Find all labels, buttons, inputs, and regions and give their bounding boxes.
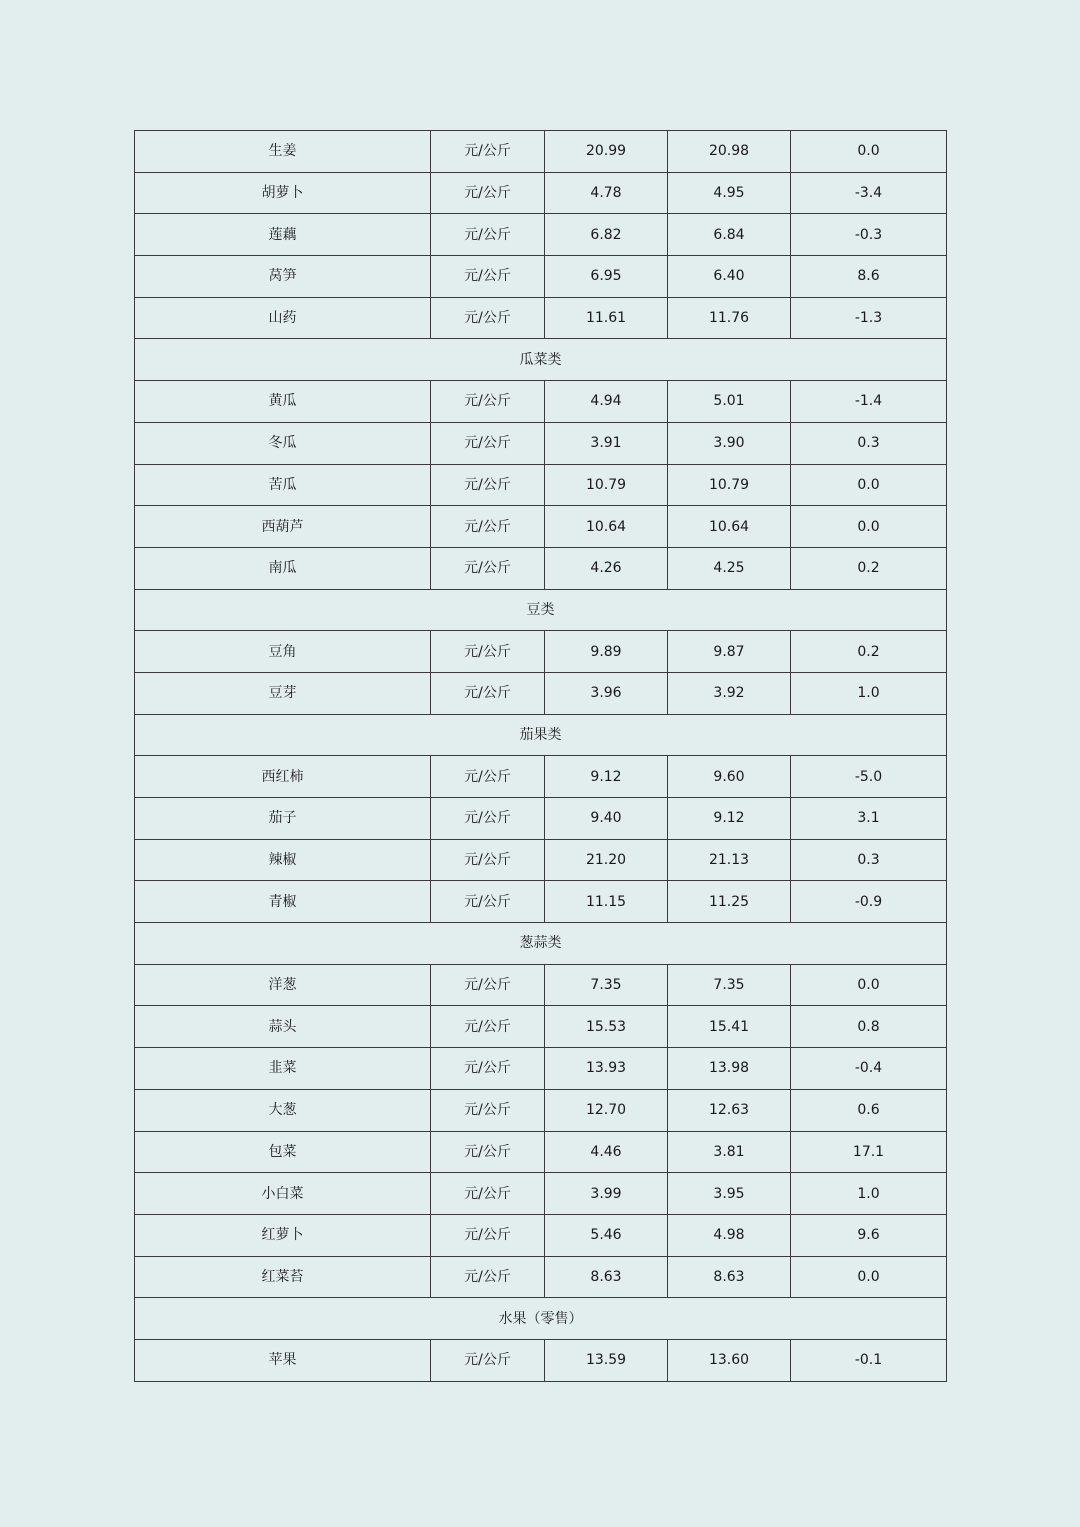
previous-price-cell: 3.92 xyxy=(668,672,791,714)
change-percent-cell: 0.0 xyxy=(791,1256,947,1298)
category-row xyxy=(135,589,947,631)
table-row xyxy=(135,131,947,173)
item-name-cell: 洋葱 xyxy=(135,964,431,1006)
unit-cell: 元/公斤 xyxy=(431,506,545,548)
change-percent-cell: -0.1 xyxy=(791,1339,947,1381)
previous-price-cell: 7.35 xyxy=(668,964,791,1006)
table-row xyxy=(135,547,947,589)
category-label: 水果（零售） xyxy=(135,1298,947,1340)
current-price-cell: 10.79 xyxy=(545,464,668,506)
item-name-cell: 小白菜 xyxy=(135,1173,431,1215)
change-percent-cell: 0.0 xyxy=(791,964,947,1006)
change-percent-cell: 0.0 xyxy=(791,464,947,506)
item-name-cell: 苦瓜 xyxy=(135,464,431,506)
item-name-cell: 豆芽 xyxy=(135,672,431,714)
previous-price-cell: 3.81 xyxy=(668,1131,791,1173)
previous-price-cell: 11.25 xyxy=(668,881,791,923)
previous-price-cell: 4.25 xyxy=(668,547,791,589)
unit-cell: 元/公斤 xyxy=(431,881,545,923)
previous-price-cell: 13.98 xyxy=(668,1048,791,1090)
previous-price-cell: 9.60 xyxy=(668,756,791,798)
item-name-cell: 豆角 xyxy=(135,631,431,673)
unit-cell: 元/公斤 xyxy=(431,631,545,673)
category-row xyxy=(135,1298,947,1340)
table-row xyxy=(135,381,947,423)
current-price-cell: 6.95 xyxy=(545,256,668,298)
change-percent-cell: 0.2 xyxy=(791,547,947,589)
category-label: 瓜菜类 xyxy=(135,339,947,381)
change-percent-cell: -0.9 xyxy=(791,881,947,923)
category-label: 豆类 xyxy=(135,589,947,631)
table-row xyxy=(135,881,947,923)
item-name-cell: 红菜苔 xyxy=(135,1256,431,1298)
previous-price-cell: 4.98 xyxy=(668,1214,791,1256)
previous-price-cell: 3.95 xyxy=(668,1173,791,1215)
table-row xyxy=(135,297,947,339)
unit-cell: 元/公斤 xyxy=(431,798,545,840)
table-row xyxy=(135,1256,947,1298)
unit-cell: 元/公斤 xyxy=(431,839,545,881)
current-price-cell: 13.59 xyxy=(545,1339,668,1381)
previous-price-cell: 12.63 xyxy=(668,1089,791,1131)
current-price-cell: 6.82 xyxy=(545,214,668,256)
item-name-cell: 茄子 xyxy=(135,798,431,840)
previous-price-cell: 21.13 xyxy=(668,839,791,881)
current-price-cell: 7.35 xyxy=(545,964,668,1006)
unit-cell: 元/公斤 xyxy=(431,464,545,506)
current-price-cell: 12.70 xyxy=(545,1089,668,1131)
change-percent-cell: -1.3 xyxy=(791,297,947,339)
item-name-cell: 西红柿 xyxy=(135,756,431,798)
change-percent-cell: 1.0 xyxy=(791,1173,947,1215)
item-name-cell: 蒜头 xyxy=(135,1006,431,1048)
change-percent-cell: 8.6 xyxy=(791,256,947,298)
current-price-cell: 9.12 xyxy=(545,756,668,798)
previous-price-cell: 3.90 xyxy=(668,422,791,464)
current-price-cell: 20.99 xyxy=(545,131,668,173)
previous-price-cell: 10.79 xyxy=(668,464,791,506)
change-percent-cell: 0.8 xyxy=(791,1006,947,1048)
change-percent-cell: 1.0 xyxy=(791,672,947,714)
item-name-cell: 莴笋 xyxy=(135,256,431,298)
current-price-cell: 8.63 xyxy=(545,1256,668,1298)
item-name-cell: 大葱 xyxy=(135,1089,431,1131)
category-row xyxy=(135,923,947,965)
unit-cell: 元/公斤 xyxy=(431,214,545,256)
change-percent-cell: 0.6 xyxy=(791,1089,947,1131)
previous-price-cell: 8.63 xyxy=(668,1256,791,1298)
unit-cell: 元/公斤 xyxy=(431,1006,545,1048)
table-row xyxy=(135,256,947,298)
unit-cell: 元/公斤 xyxy=(431,547,545,589)
item-name-cell: 生姜 xyxy=(135,131,431,173)
change-percent-cell: 0.0 xyxy=(791,131,947,173)
table-row xyxy=(135,964,947,1006)
item-name-cell: 苹果 xyxy=(135,1339,431,1381)
previous-price-cell: 10.64 xyxy=(668,506,791,548)
current-price-cell: 3.99 xyxy=(545,1173,668,1215)
table-row xyxy=(135,1173,947,1215)
unit-cell: 元/公斤 xyxy=(431,1173,545,1215)
unit-cell: 元/公斤 xyxy=(431,297,545,339)
previous-price-cell: 6.40 xyxy=(668,256,791,298)
previous-price-cell: 9.12 xyxy=(668,798,791,840)
price-table-body xyxy=(135,131,947,1382)
unit-cell: 元/公斤 xyxy=(431,672,545,714)
change-percent-cell: 3.1 xyxy=(791,798,947,840)
current-price-cell: 3.96 xyxy=(545,672,668,714)
item-name-cell: 包菜 xyxy=(135,1131,431,1173)
unit-cell: 元/公斤 xyxy=(431,256,545,298)
unit-cell: 元/公斤 xyxy=(431,756,545,798)
unit-cell: 元/公斤 xyxy=(431,1256,545,1298)
change-percent-cell: 0.2 xyxy=(791,631,947,673)
table-row xyxy=(135,464,947,506)
current-price-cell: 15.53 xyxy=(545,1006,668,1048)
change-percent-cell: -1.4 xyxy=(791,381,947,423)
current-price-cell: 5.46 xyxy=(545,1214,668,1256)
item-name-cell: 胡萝卜 xyxy=(135,172,431,214)
previous-price-cell: 13.60 xyxy=(668,1339,791,1381)
change-percent-cell: 9.6 xyxy=(791,1214,947,1256)
item-name-cell: 青椒 xyxy=(135,881,431,923)
table-row xyxy=(135,1214,947,1256)
change-percent-cell: -0.3 xyxy=(791,214,947,256)
previous-price-cell: 15.41 xyxy=(668,1006,791,1048)
current-price-cell: 10.64 xyxy=(545,506,668,548)
previous-price-cell: 5.01 xyxy=(668,381,791,423)
change-percent-cell: -3.4 xyxy=(791,172,947,214)
category-row xyxy=(135,339,947,381)
item-name-cell: 冬瓜 xyxy=(135,422,431,464)
change-percent-cell: 17.1 xyxy=(791,1131,947,1173)
current-price-cell: 3.91 xyxy=(545,422,668,464)
current-price-cell: 4.78 xyxy=(545,172,668,214)
table-row xyxy=(135,172,947,214)
change-percent-cell: 0.3 xyxy=(791,839,947,881)
item-name-cell: 莲藕 xyxy=(135,214,431,256)
previous-price-cell: 9.87 xyxy=(668,631,791,673)
table-row xyxy=(135,1089,947,1131)
unit-cell: 元/公斤 xyxy=(431,131,545,173)
table-row xyxy=(135,1006,947,1048)
previous-price-cell: 4.95 xyxy=(668,172,791,214)
current-price-cell: 11.61 xyxy=(545,297,668,339)
table-row xyxy=(135,214,947,256)
item-name-cell: 山药 xyxy=(135,297,431,339)
unit-cell: 元/公斤 xyxy=(431,1131,545,1173)
item-name-cell: 南瓜 xyxy=(135,547,431,589)
current-price-cell: 4.46 xyxy=(545,1131,668,1173)
current-price-cell: 9.40 xyxy=(545,798,668,840)
change-percent-cell: 0.0 xyxy=(791,506,947,548)
table-row xyxy=(135,756,947,798)
change-percent-cell: -0.4 xyxy=(791,1048,947,1090)
category-label: 葱蒜类 xyxy=(135,923,947,965)
current-price-cell: 11.15 xyxy=(545,881,668,923)
category-label: 茄果类 xyxy=(135,714,947,756)
table-row xyxy=(135,631,947,673)
category-row xyxy=(135,714,947,756)
change-percent-cell: 0.3 xyxy=(791,422,947,464)
item-name-cell: 西葫芦 xyxy=(135,506,431,548)
unit-cell: 元/公斤 xyxy=(431,1048,545,1090)
table-row xyxy=(135,798,947,840)
item-name-cell: 黄瓜 xyxy=(135,381,431,423)
current-price-cell: 4.26 xyxy=(545,547,668,589)
table-row xyxy=(135,839,947,881)
unit-cell: 元/公斤 xyxy=(431,422,545,464)
item-name-cell: 辣椒 xyxy=(135,839,431,881)
table-row xyxy=(135,506,947,548)
table-row xyxy=(135,1131,947,1173)
unit-cell: 元/公斤 xyxy=(431,381,545,423)
previous-price-cell: 11.76 xyxy=(668,297,791,339)
previous-price-cell: 6.84 xyxy=(668,214,791,256)
unit-cell: 元/公斤 xyxy=(431,964,545,1006)
current-price-cell: 9.89 xyxy=(545,631,668,673)
unit-cell: 元/公斤 xyxy=(431,1089,545,1131)
previous-price-cell: 20.98 xyxy=(668,131,791,173)
unit-cell: 元/公斤 xyxy=(431,1339,545,1381)
table-row xyxy=(135,1048,947,1090)
current-price-cell: 13.93 xyxy=(545,1048,668,1090)
item-name-cell: 韭菜 xyxy=(135,1048,431,1090)
price-table xyxy=(134,130,947,1382)
table-row xyxy=(135,672,947,714)
table-row xyxy=(135,422,947,464)
change-percent-cell: -5.0 xyxy=(791,756,947,798)
unit-cell: 元/公斤 xyxy=(431,172,545,214)
current-price-cell: 4.94 xyxy=(545,381,668,423)
unit-cell: 元/公斤 xyxy=(431,1214,545,1256)
table-row xyxy=(135,1339,947,1381)
current-price-cell: 21.20 xyxy=(545,839,668,881)
item-name-cell: 红萝卜 xyxy=(135,1214,431,1256)
